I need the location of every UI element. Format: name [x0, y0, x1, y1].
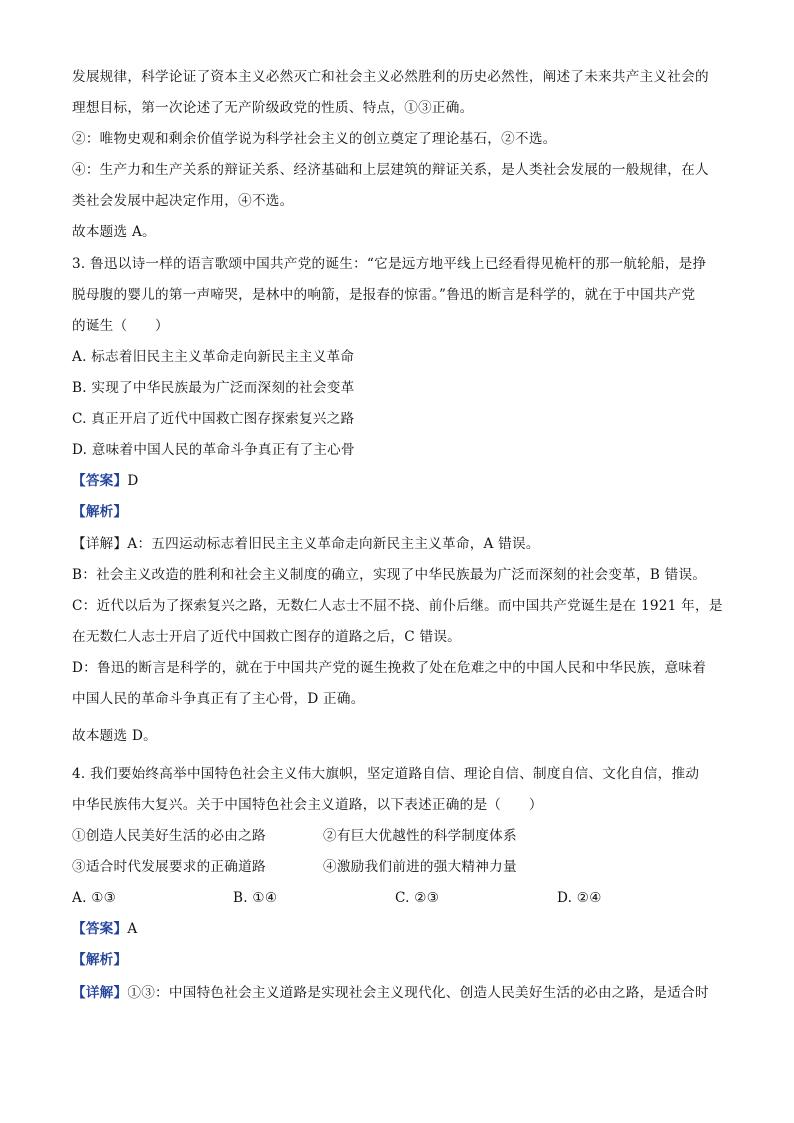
conclusion-line: 故本题选 A。	[72, 224, 156, 240]
question-3-detail: D：鲁迅的断言是科学的，就在于中国共产党的诞生挽救了处在危难之中的中国人民和中华民族，意味着	[72, 660, 707, 676]
question-3-stem: 的诞生（ ）	[72, 318, 169, 334]
paragraph-line: 发展规律，科学论证了资本主义必然灭亡和社会主义必然胜利的历史必然性，阐述了未来共产主义社会的	[72, 69, 709, 85]
question-3-analysis-tag	[72, 503, 722, 521]
question-4-stem: 中华民族伟大复兴。关于中国特色社会主义道路，以下表述正确的是（ ）	[72, 797, 543, 813]
question-3-detail: 在无数仁人志士开启了近代中国救亡图存的道路之后，C 错误。	[72, 629, 462, 645]
answer-value: A	[127, 921, 138, 937]
paragraph-line: ④：生产力和生产关系的辩证关系、经济基础和上层建筑的辩证关系，是人类社会发展的一般规律，在人	[72, 162, 709, 178]
analysis-tag: 【解析】	[72, 504, 128, 520]
statement-3: ③适合时代发展要求的正确道路	[72, 859, 266, 875]
question-3-conclusion: 故本题选 D。	[72, 728, 157, 744]
question-4-stem: 4. 我们要始终高举中国特色社会主义伟大旗帜，坚定道路自信、理论自信、制度自信、文化自信，推动	[72, 766, 700, 782]
statement-1: ①创造人民美好生活的必由之路	[72, 828, 266, 844]
detail-text: ①③：中国特色社会主义道路是实现社会主义现代化、创造人民美好生活的必由之路，是适合时	[127, 985, 709, 1001]
question-4-option-d: D. ②④	[557, 890, 602, 906]
question-4-analysis-tag	[72, 951, 722, 969]
analysis-tag: 【解析】	[72, 952, 128, 968]
paragraph-line: 类社会发展中起决定作用，④不选。	[72, 193, 294, 209]
question-3-option-d: D. 意味着中国人民的革命斗争真正有了主心骨	[72, 442, 355, 458]
answer-tag: 【答案】	[72, 473, 128, 489]
question-4-option-c: C. ②③	[395, 890, 440, 906]
question-3-detail: C：近代以后为了探索复兴之路，无数仁人志士不屈不挠、前仆后继。而中国共产党诞生是在 1921 年，是	[72, 598, 723, 614]
question-3-stem: 3. 鲁迅以诗一样的语言歌颂中国共产党的诞生：“它是远方地平线上已经看得见桅杆的那一航轮船，是挣	[72, 256, 707, 272]
question-3-detail	[72, 535, 722, 553]
answer-tag: 【答案】	[72, 921, 128, 937]
question-3-stem: 脱母腹的婴儿的第一声啼哭，是林中的响箭，是报春的惊雷。”鲁迅的断言是科学的，就在于中国共产党	[72, 287, 696, 303]
question-4-detail	[72, 984, 722, 1002]
question-3-option-a: A. 标志着旧民主主义革命走向新民主主义革命	[72, 349, 355, 365]
detail-tag: 【详解】	[72, 985, 128, 1001]
statement-4: ④激励我们前进的强大精神力量	[323, 859, 517, 875]
question-4-option-b: B. ①④	[233, 890, 278, 906]
answer-value: D	[127, 473, 139, 489]
question-4-option-a: A. ①③	[72, 890, 117, 906]
paragraph-line: 理想目标，第一次论述了无产阶级政党的性质、特点，①③正确。	[72, 100, 474, 116]
question-4-answer	[72, 920, 722, 938]
paragraph-line: ②：唯物史观和剩余价值学说为科学社会主义的创立奠定了理论基石，②不选。	[72, 131, 557, 147]
question-3-detail: 中国人民的革命斗争真正有了主心骨，D 正确。	[72, 691, 365, 707]
question-3-answer	[72, 472, 722, 490]
detail-tag: 【详解】	[72, 536, 128, 552]
detail-text: A：五四运动标志着旧民主主义革命走向新民主主义革命，A 错误。	[127, 536, 540, 552]
question-3-option-b: B. 实现了中华民族最为广泛而深刻的社会变革	[72, 380, 355, 396]
question-3-option-c: C. 真正开启了近代中国救亡图存探索复兴之路	[72, 411, 355, 427]
statement-2: ②有巨大优越性的科学制度体系	[323, 828, 517, 844]
question-3-detail: B：社会主义改造的胜利和社会主义制度的确立，实现了中华民族最为广泛而深刻的社会变革，B 错误。	[72, 567, 707, 583]
